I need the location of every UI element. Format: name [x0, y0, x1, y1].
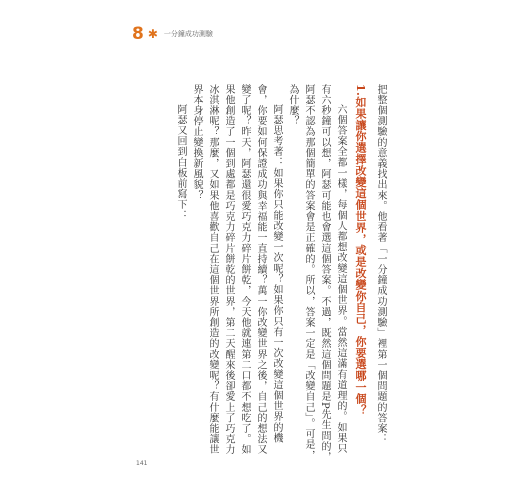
vertical-body-text — [168, 84, 388, 464]
body-paragraph: 六個答案全都一樣，每個人都想改變這個世界。當然這滿有道理的。如果只有六秒鐘可以想，阿瑟可能也會選這個答案。不過，既然這個問題是P先生問的，阿瑟不認為那個簡單的答案會是正確的。所以，答案一定是「改變自己」。可是，為什麼？ — [287, 84, 346, 463]
body-paragraph: 阿瑟又回到白板前寫下： — [175, 104, 186, 221]
running-header — [132, 24, 213, 44]
page-number: 141 — [136, 460, 148, 467]
body-paragraph: 阿瑟思考著：如果你只能改變一次呢？如果你只有一次改變這個世界的機會，你要如何保證成功與幸福能一直持續？萬一你改變世界之後，自己的想法又變了呢？昨天，阿瑟還很愛巧克力碎片餅乾，今天他就連第二口都不想吃了。如果他創造了一個到處都是巧克力碎片餅乾的世界，第二天醒來後卻愛上了巧克力冰淇淋呢？那麼，又如果他喜歡自己在這個世界所創造的改變呢？有什麼能讓世界本身停止變換新風貌？ — [191, 84, 282, 455]
chapter-title: 一分鐘成功測驗 — [163, 29, 213, 38]
asterisk-icon: ✱ — [147, 27, 158, 41]
section-heading: 1.如果讓你選擇改變這個世界，或是改變你自己，你要選哪一個？ — [354, 84, 367, 416]
body-paragraph: 把整個測驗的意義找出來。他看著「一分鐘成功測驗」裡第一個問題的答案： — [375, 84, 386, 445]
chapter-number: 8 — [132, 23, 144, 44]
